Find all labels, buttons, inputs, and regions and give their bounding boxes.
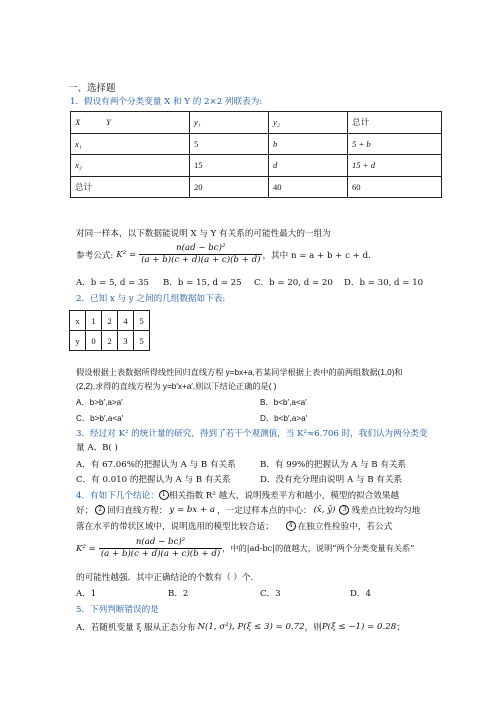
table-cell: x₁ [71,133,190,155]
table-row [71,155,442,177]
formula-fraction [99,537,222,560]
q1-option-a: A．b = 5, d = 35 [76,278,149,288]
q1-question-line: 对同一样本，以下数据能说明 X 与 Y 有关系的可能性最大的一组为 [76,229,331,239]
q3-option-a: A．有 67.06%的把握认为 A 与 B 有关系 [76,460,236,470]
table-cell: b [269,133,348,155]
q4-formula [76,537,414,560]
q4-text: 落在水平的带状区域中，说明选用的模型比较合适； [76,521,274,532]
formula-fraction [139,243,262,266]
table-cell: y [70,331,86,351]
formula-label: 参考公式: [76,250,114,261]
q2-data-table [69,310,150,351]
q2-stem: 2．已知 x 与 y 之间的几组数据如下表: [76,294,226,304]
table-cell: 40 [269,176,348,198]
q1-option-c: C．b = 20, d = 20 [254,278,333,288]
formula-suffix: ，其中 n = a + b + c + d． [262,250,377,261]
table-cell: 3 [118,331,134,351]
table-row [71,176,442,198]
table-cell: 4 [118,311,134,331]
q3-option-c: C．有 0.010 的把握认为 A 与 B 有关系 [76,475,231,485]
q2-line-2: (2,2),求得的直线方程为 y=b′x+a′,则以下结论正确的是( ) [76,382,277,391]
q5-option-a-text: ； [396,622,405,633]
table-cell: 5 [134,311,150,331]
q1-option-b: B．b = 15, d = 25 [163,278,242,288]
table-cell: 总计 [71,176,190,198]
circled-number-icon: 2 [95,505,105,515]
circled-number-icon: 1 [159,490,169,500]
formula-lhs: K² = [116,249,137,260]
table-row [70,311,150,331]
circled-number-icon: 3 [339,505,349,515]
sample-center: (x̄, ȳ) [313,505,336,515]
q4-option-b: B．2 [168,589,189,599]
q4-conclusion-1: 相关指数 R² 越大，说明残差平方和越小，模型的拟合效果越 [168,490,400,501]
formula-numerator: n(ad − bc)² [99,537,222,549]
q4-text: 好； [76,506,94,516]
q4-conclusion-4: 在独立性检验中，若公式 [297,521,393,532]
formula-denominator: (a + b)(c + d)(a + c)(b + d) [141,255,261,265]
table-cell: d [269,155,348,177]
q2-option-b: B．b<b′,a<a′ [260,398,307,407]
q1-stem: 1．假设有两个分类变量 X 和 Y 的 2×2 列联表为: [70,97,263,107]
q5-option-a-result: P(ξ ≤ −1) = 0.28 [321,621,397,632]
q3-option-d: D．没有充分理由说明 A 与 B 有关系 [260,475,403,485]
table-cell: 20 [190,176,269,198]
q4-conclusion-2: 回归直线方程： [107,506,168,516]
table-cell: X Y [71,112,190,134]
q2-option-c: C．b>b′,a<a′ [76,414,124,423]
table-cell: 0 [86,331,102,351]
q4-stem: 4．有如下几个结论： [76,490,159,501]
table-row [71,112,442,134]
formula-suffix: ，中的|ad-bc|的值越大，说明“两个分类变量有关系” [222,543,415,553]
q5-option-a [76,620,405,633]
formula-lhs: K² = [76,543,96,554]
table-cell: 60 [348,176,442,198]
table-cell: 5 + b [348,133,442,155]
q4-text: ，一定过样本点的中心： [217,506,312,516]
table-cell: 15 + d [348,155,442,177]
q5-option-a-math: N(1, σ²), P(ξ ≤ 3) = 0.72 [197,621,305,632]
q3-option-b: B．有 99%的把握认为 A 与 B 有关系 [260,460,407,470]
q3-line-2: 量 A、B( ) [76,443,118,453]
table-row [70,331,150,351]
formula-denominator: (a + b)(c + d)(a + c)(b + d) [100,549,221,559]
q5-stem: 5．下列判断错误的是 [76,605,159,615]
q4-line-2 [76,503,420,517]
q2-line-1: 假设根据上表数据所得线性回归直线方程 y=bx+a,若某同学根据上表中的前两组数据(1,0)和 [76,368,403,377]
q2-option-a: A．b>b′,a>a′ [76,398,123,407]
q4-option-c: C．3 [260,589,281,599]
table-cell: 2 [102,331,118,351]
table-cell: 2 [102,311,118,331]
q4-line-3 [76,520,392,531]
table-cell: 总计 [348,112,442,134]
q5-option-a-text: ，则 [304,622,322,633]
table-cell: 5 [134,331,150,351]
section-title: 一、选择题 [68,83,116,94]
regression-equation: y = bx + a [169,505,216,515]
q4-line-5: 的可能性越强．其中正确结论的个数有（ ）个． [76,573,260,583]
table-cell: y₁ [190,112,269,134]
table-cell: y₂ [269,112,348,134]
q5-option-a-text: A．若随机变量 ξ 服从正态分布 [76,622,196,633]
q3-line-1: 3．经过对 K² 的统计量的研究，得到了若干个观测值，当 K²≈6.706 时，我们认为两分类变 [76,429,428,439]
formula-numerator: n(ad − bc)² [139,243,262,255]
circled-number-icon: 4 [286,521,296,531]
table-cell: x₂ [71,155,190,177]
q1-formula [76,243,377,266]
table-cell: 15 [190,155,269,177]
q1-option-d: D．b = 30, d = 10 [344,278,424,288]
q1-contingency-table [70,111,442,198]
q4-conclusion-3: 残差点比较均匀地 [351,506,421,516]
q2-option-d: D．b<b′,a>a′ [260,414,308,423]
table-cell: 5 [190,133,269,155]
table-row [71,133,442,155]
q4-line-1 [76,489,399,500]
q4-option-a: A．1 [76,589,97,599]
table-cell: x [70,311,86,331]
table-cell: 1 [86,311,102,331]
q4-option-d: D．4 [350,589,371,599]
